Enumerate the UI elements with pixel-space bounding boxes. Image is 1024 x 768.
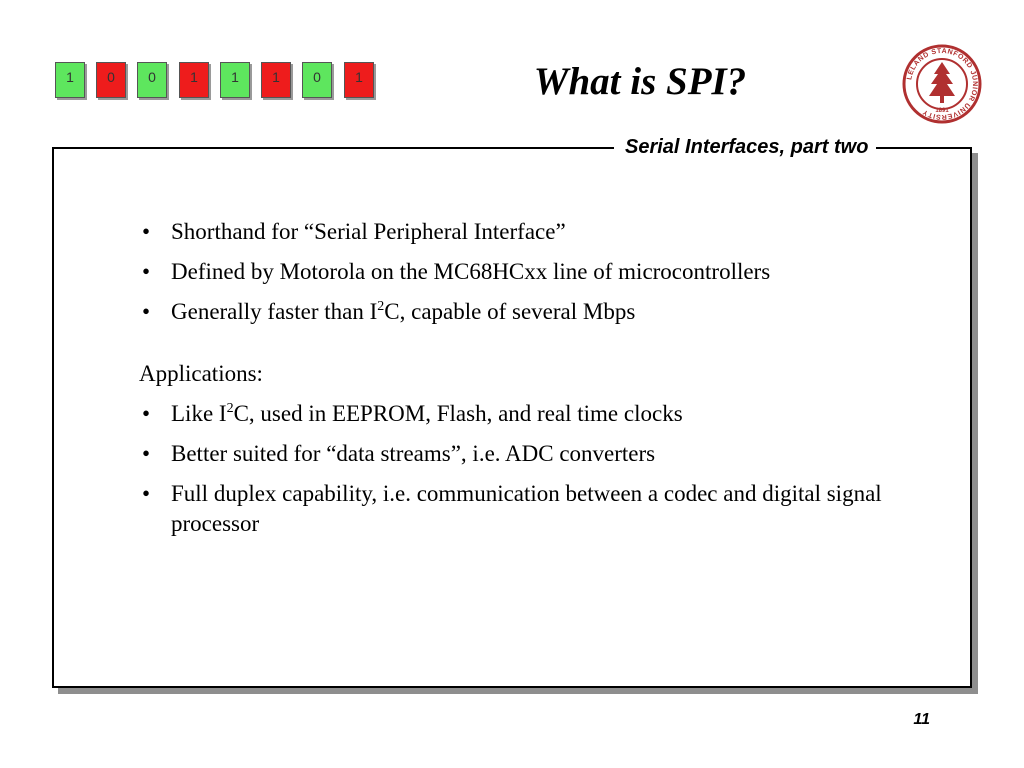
list-item (139, 297, 939, 327)
list-item-text: Full duplex capability, i.e. communication between a codec and digital signal processor (171, 481, 882, 536)
bullet-icon: • (142, 401, 151, 426)
bit-cell: 0 (96, 62, 126, 98)
bit-sequence (55, 62, 387, 102)
superscript: 2 (226, 401, 234, 416)
bit-cell: 1 (220, 62, 250, 98)
list-item-text: Shorthand for “Serial Peripheral Interface” (171, 219, 566, 244)
list-item (139, 439, 939, 469)
applications-list (139, 399, 939, 539)
list-item (139, 479, 939, 539)
superscript: 2 (377, 299, 385, 314)
bit-cell: 1 (344, 62, 374, 98)
list-item-text: Defined by Motorola on the MC68HCxx line of microcontrollers (171, 259, 771, 284)
bit-cell: 1 (179, 62, 209, 98)
bullet-icon: • (142, 481, 151, 506)
bullet-icon: • (142, 259, 151, 284)
seal-year: 1891 (935, 108, 949, 114)
bit-cell: 0 (137, 62, 167, 98)
slide-title: What is SPI? (533, 60, 747, 103)
list-item-text: Like $I^2C$, used in EEPROM, Flash, and real time clocks (171, 401, 683, 426)
list-item (139, 257, 939, 287)
university-seal (902, 44, 982, 124)
applications-heading: Applications: (139, 361, 263, 386)
slide-subtitle: Serial Interfaces, part two (614, 132, 876, 162)
bullet-icon: • (142, 441, 151, 466)
list-item-text: Better suited for “data streams”, i.e. ADC converters (171, 441, 656, 466)
bit-cell: 1 (55, 62, 85, 98)
bit-cell: 1 (261, 62, 291, 98)
slide-body (139, 217, 939, 549)
bullet-icon: • (142, 219, 151, 244)
tree-icon (929, 62, 955, 103)
page-number: 11 (913, 711, 930, 728)
bullet-list (139, 217, 939, 327)
list-item (139, 399, 939, 429)
seal-text: LELAND STANFORD JUNIOR UNIVERSITY (906, 47, 979, 121)
bit-cell: 0 (302, 62, 332, 98)
bullet-icon: • (142, 299, 151, 324)
list-item (139, 217, 939, 247)
list-item-text: Generally faster than $I^2C$, capable of several Mbps (171, 299, 636, 324)
